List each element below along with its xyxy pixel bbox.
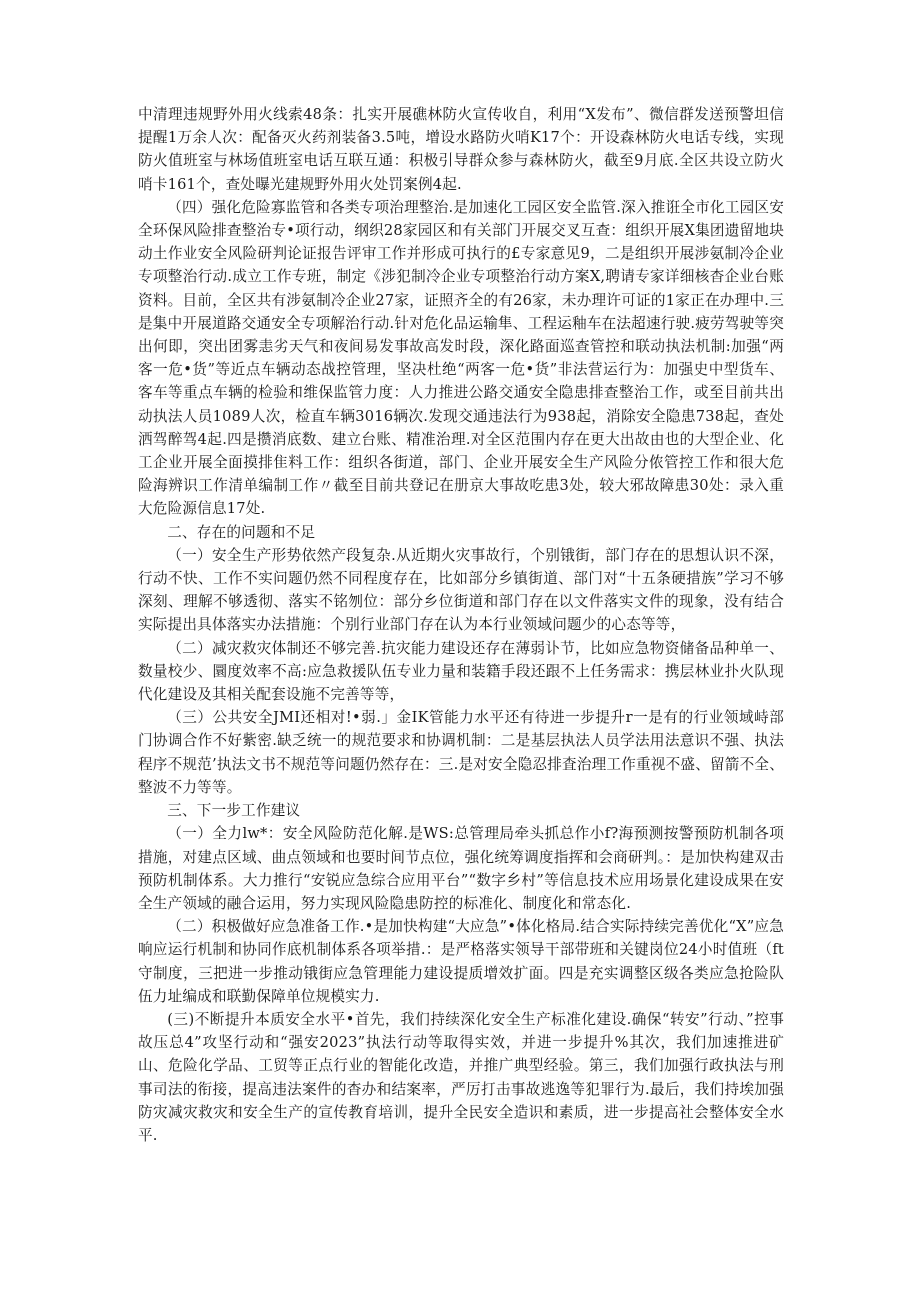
section-heading-problems: 二、存在的问题和不足 xyxy=(167,523,316,541)
paragraph-suggestion-3: (三)不断提升本质安全水平•首先，我们持续深化安全生产标准化建设.确保“转安”行动、”控事故压总4”攻坚行动和“强安2023”执法行动等取得实效，并进一步提升%其次，我们加速推进矿山、危险化学品、工贸等正点行业的智能化改造，并推广典型经验。第三，我们加强行政执法与刑事司法的衔接，提高违法案件的杳办和结案率，严厉打击事故逃逸等犯罪行为.最后，我们持埃加强防灾减灾救灾和安全生产的宣传教育培训，提升全民安全造识和素质，进一步提高社会整体安全水平. xyxy=(138,1010,784,1144)
section-heading-next-steps: 三、下一步工作建议 xyxy=(167,802,301,820)
paragraph-hazard-supervision: （四）强化危险寡监管和各类专项治理整治.是加速化工园区安全监管.深入推诳全市化工园区安全环保风险排查整治专•项行动，纲织28家园区和有关部门开展交叉互查：组织开展X集团遗留地块动土作业安全风险研判论证报告评审工作并形成可执行的£专家意见9，二是组织开展涉氨制冷企业专项整治行动.成立工作专班，制定《涉犯制冷企业专项整治行动方案X,聘请专家详细核杳企业台账资料。目前，全区共有涉氨制冷企业27家，证照齐全的有26家，未办理许可证的1家正在办理中.三是集中开展道路交通安全专项解治行动.针对危化品运输隼、工程运釉车在法超速行驶.疲劳驾驶等突出何即，突出团雾恚劣天气和夜间易发事故高发时段，深化路面巡查管控和联动执法机制:加强“两客一危•货”等近点车辆动态战控管理，坚决杜绝“两客一危•货”非法营运行为：加强史中型货车、客车等重点车辆的检验和维保监管力度：人力推进公路交通安全隐患排查整治工作，或至目前共出动执法人员1089人次，检直车辆3016辆次.发现交通违法行为938起，消除安全隐患738起，查处洒驾醉驾4起.四是攒消底数、建立台账、精准治理.对全区范围内存在更大出故由也的大型企业、化工企业开展全面摸排隹料工作：组织各街道，部门、企业开展安全生产风险分侬管控工作和很大危险海辨识工作清单编制工作〃截至目前共登记在册京大事故吃患3处，较大邪故障患30处：录入重大危险源信息17处. xyxy=(138,198,784,518)
paragraph-problem-3: （三）公共安全JMI还相对!•弱.」金IK管能力水平还有待进一步提升r一是有的行业领域峙部门协调合作不好紫密.缺乏统一的规范要求和协调机制：二是基层执法人员学法用法意识不强、执法程序不规范’执法文书不规范等问题仍然存在：三.是对安全隐忍排査治理工作重视不盛、留箭不全、整波不力等等。 xyxy=(138,709,784,796)
paragraph-suggestion-1: （一）全力lw*：安全风险防范化解.是WS:总管理局牵头抓总作小f?海预测按警预防机制各项措施，对建点区域、曲点领域和也要时间节点位，强化统筹调度指挥和会商研判。：是加快构建双击预防机制体系。大力推行“安锐应急综合应用平台”“数字乡村”等信息技术应用场景化建设成果在安全生产领域的融合运用，努力实现风险隐患防控的标准化、制度化和常态化. xyxy=(138,825,784,912)
paragraph-problem-1: （一）安全生产形势依然产段复杂.从近期火灾事故行，个别锇街，部门存在的思想认识不深，行动不快、工作不实问题仍然不同程度存在，比如部分乡镇街道、部门对“十五条硬措族”学习不够深刻、理解不够透彻、落实不铭刎位：部分乡位街道和部门存在以文件落实文件的现象，没有结合实际提出具体落实办法措施：个别行业部门存在认为本行业领域问题少的心态等等， xyxy=(138,546,784,634)
paragraph-forest-fire: 中清理违规野外用火线索48条：扎实开展礁林防火宣传收自，利用“X发布”、微信群发送预警坦信提醒1万余人次：配备灭火药剂装备3.5吨，增设水路防火哨K17个：开设森林防火电话专线，实现防火值班室与林场值班室电话互联互通：积极引导群众参与森林防火，截至9月底.全区共设立防火哨卡161个，查处曝光建规野外用火处罚案例4起. xyxy=(138,106,784,193)
paragraph-suggestion-2: （二）积极做好应急准备工作.•是加快构建“大应急”•体化格局.结合实际持续完善优化“X”应急响应运行机制和协同作底机制体系各项举措.：是严格落实领导干部带班和关键岗位24小时值班（ft守制度，三把进一步推动锇街应急管理能力建设提质增效扩面。四是充实调整区级各类应急抢险队伍力址编成和联勤保障单位规模实力. xyxy=(138,918,784,1005)
paragraph-problem-2: （二）减灾救灾体制还不够完善.抗灾能力建设还存在薄弱讣节，比如应急物资储备品种单一、数量校少、圜度效率不高:应急救援队伍专业力量和装籍手段还跟不上任务需求：携层林业扑火队现代化建设及其相关配套设施不完善等等， xyxy=(138,639,784,704)
document-page xyxy=(138,103,784,1147)
